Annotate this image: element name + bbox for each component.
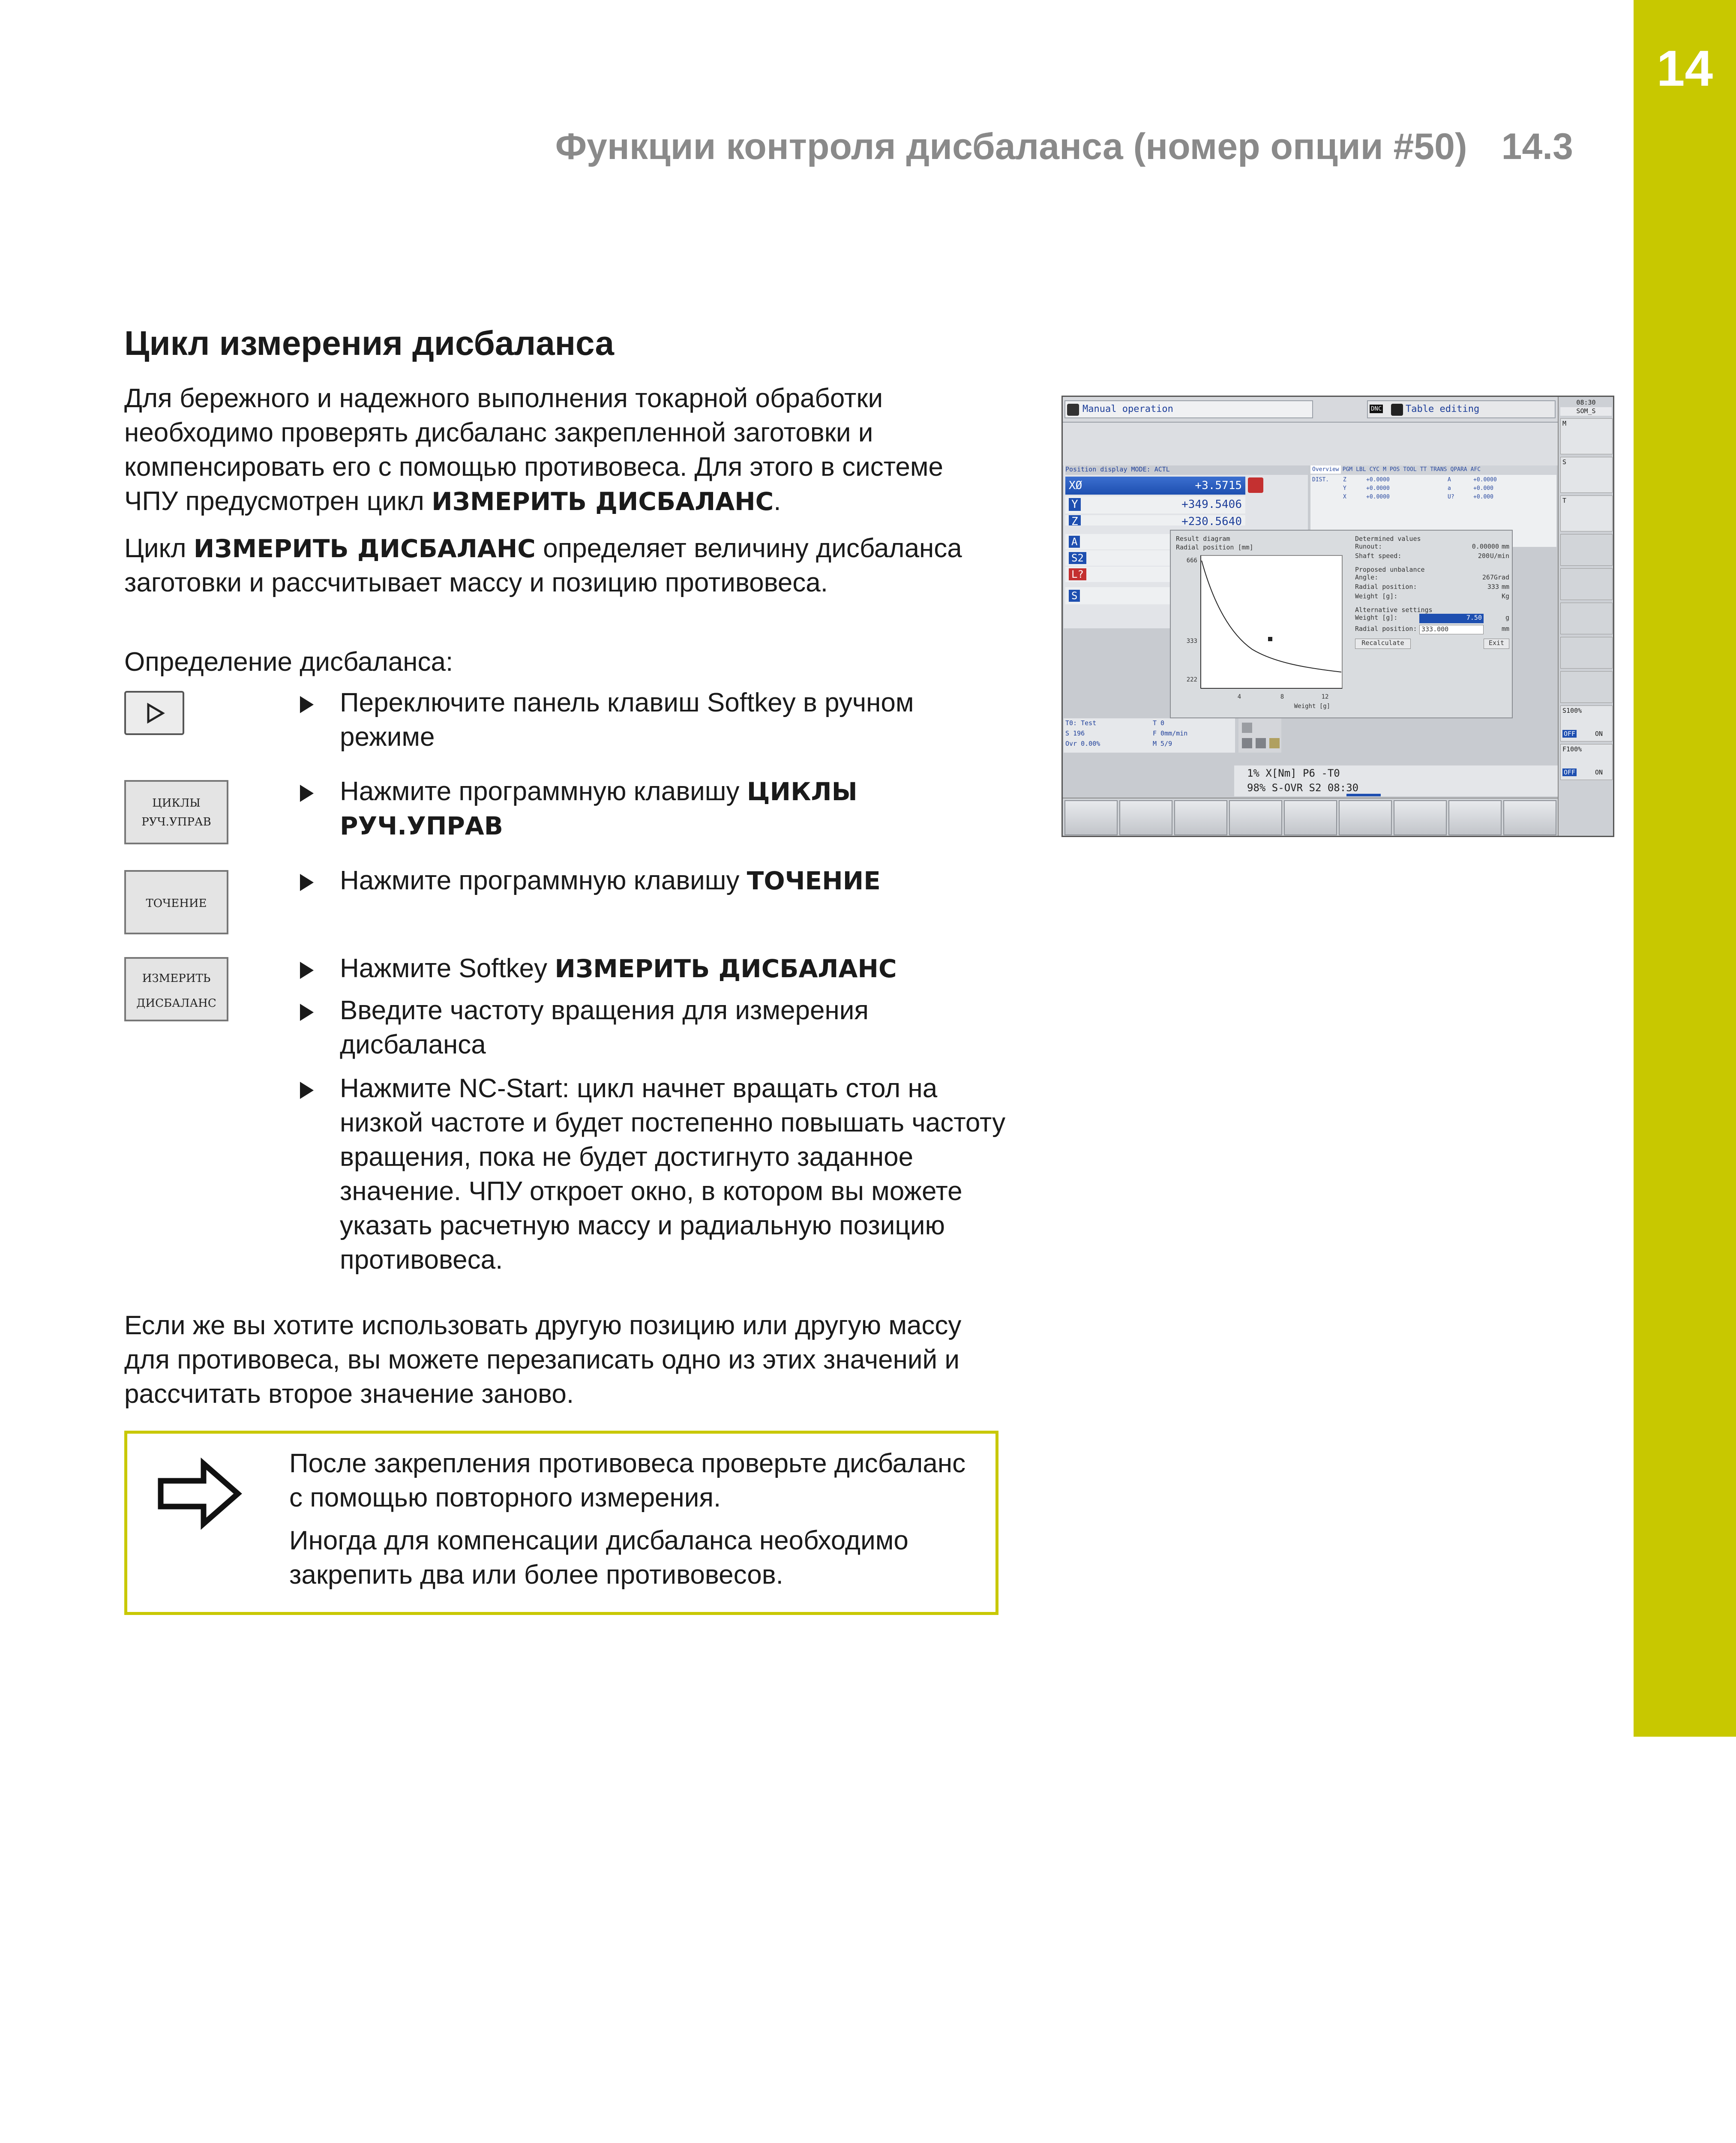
alt-weight-input[interactable]: 7.50	[1419, 614, 1484, 623]
panel-key[interactable]	[1560, 603, 1613, 634]
cnc-softkey[interactable]	[1339, 800, 1392, 835]
axis-row-s[interactable]: S	[1065, 587, 1170, 604]
cnc-right-panel: 08:30 SOM_S M S T S100% OFF ON F100% OFF ON	[1558, 397, 1614, 837]
panel-key-t[interactable]: T	[1560, 495, 1613, 531]
overview-tab[interactable]: POS	[1389, 466, 1400, 473]
step-arrow-icon	[300, 962, 314, 979]
overview-tab-bar	[1310, 465, 1556, 475]
tool-icons-area	[1238, 718, 1281, 753]
axis-row-y[interactable]: Y +349.5406	[1065, 496, 1245, 513]
cnc-mode-left[interactable]: Manual operation	[1064, 400, 1313, 418]
status-area: T0: Test T 0 S 196 F 0mm/min Ovr 0.00% M 5/9	[1064, 718, 1235, 753]
x-axis-label: Weight [g]	[1294, 703, 1331, 710]
feed-override-key[interactable]: F100% OFF ON	[1560, 744, 1613, 780]
recalculate-button[interactable]: Recalculate	[1355, 639, 1411, 649]
overview-tab[interactable]: TT	[1420, 466, 1427, 473]
panel-key-s[interactable]: S	[1560, 457, 1613, 493]
panel-key-m[interactable]: M	[1560, 418, 1613, 454]
overview-row: Y +0.0000 a +0.000	[1343, 485, 1493, 492]
step-arrow-icon	[300, 874, 314, 891]
overview-tab[interactable]: AFC	[1470, 466, 1481, 473]
note-paragraph-2: Иногда для компенсации дисбаланса необходимо закрепить два или более противовесов.	[289, 1526, 908, 1590]
panel-key[interactable]	[1560, 671, 1613, 703]
exit-button[interactable]: Exit	[1484, 639, 1509, 649]
cnc-softkey[interactable]	[1394, 800, 1447, 835]
result-diagram	[1175, 553, 1351, 716]
overview-tab[interactable]: Overview	[1310, 465, 1341, 474]
step-6: Нажмите NC-Start: цикл начнет вращать стол на низкой частоте и будет постепенно повышать частоту вращения, пока не будет достигнуто заданное значение. ЧПУ откроет окно, в котором вы можете указать расчетную массу и радиальную позицию противовеса.	[300, 1072, 1007, 1277]
x-tick-label: 4	[1237, 693, 1241, 700]
page-header	[555, 126, 1573, 168]
cnc-softkey[interactable]	[1503, 800, 1556, 835]
tool-icon	[1242, 738, 1252, 748]
programming-mode-icon	[1391, 404, 1403, 416]
cnc-softkey[interactable]	[1064, 800, 1118, 835]
step-4: Нажмите Softkey ИЗМЕРИТЬ ДИСБАЛАНС	[300, 951, 1007, 986]
step-1: Переключите панель клавиш Softkey в ручном режиме	[300, 686, 1007, 754]
manual-mode-key[interactable]	[124, 691, 184, 735]
position-display-panel: Position display MODE: ACTL XØ +3.5715 Y +349.5406 Z +230.5640 A S2 L? S	[1064, 465, 1308, 628]
y-tick-label: 222	[1186, 676, 1197, 683]
cnc-softkey[interactable]	[1119, 800, 1172, 835]
step-arrow-icon	[300, 696, 314, 713]
step-arrow-icon	[300, 1004, 314, 1021]
alt-radial-input[interactable]: 333.000	[1419, 625, 1484, 634]
result-point	[1268, 637, 1272, 641]
step-3: Нажмите программную клавишу ТОЧЕНИЕ	[300, 864, 1007, 898]
overview-tab[interactable]: TOOL	[1403, 466, 1417, 473]
overview-tab[interactable]: TRANS	[1430, 466, 1447, 473]
y-tick-label: 333	[1186, 638, 1197, 645]
header-title: Функции контроля дисбаланса (номер опции #50)	[555, 126, 1467, 167]
overview-tab[interactable]: PGM	[1342, 466, 1353, 473]
unbalance-result-dialog: Result diagram Radial position [mm] 666 333 222 4 8 12 Weight [g] Determined values Runout: 0.00000 mm Shaft speed: 200 U/min Proposed unbalance Angle: 267 Grad Radial position: 333 mm Weight [g]: Kg Alternative settings Weight [g]: 7.50 g Radial position: 333.000 mm Recalculate Exit	[1170, 530, 1513, 718]
axis-row-l[interactable]: L?	[1065, 567, 1170, 582]
intro-paragraph-1: Для бережного и надежного выполнения токарной обработки необходимо проверять дисбаланс закрепленной заготовки и компенсировать его с помощью противовеса. Для этого в системе ЧПУ предусмотрен цикл ИЗМЕРИТЬ ДИСБАЛАНС.	[124, 384, 944, 516]
cnc-softkey[interactable]	[1448, 800, 1502, 835]
step-arrow-icon	[300, 785, 314, 802]
x-tick-label: 12	[1321, 693, 1329, 700]
cnc-screenshot	[1061, 396, 1614, 837]
panel-key[interactable]	[1560, 637, 1613, 669]
step-arrow-icon	[300, 1082, 314, 1099]
closing-paragraph: Если же вы хотите использовать другую позицию или другую массу для противовеса, вы можете перезаписать одно из этих значений и рассчитать второе значение заново.	[124, 1311, 962, 1409]
cnc-mode-bar	[1063, 397, 1558, 423]
panel-key[interactable]	[1560, 534, 1613, 566]
panel-key[interactable]	[1560, 568, 1613, 600]
y-tick-label: 666	[1186, 557, 1197, 564]
chapter-tab-number: 14	[1656, 40, 1713, 97]
step-5: Введите частоту вращения для измерения дисбаланса	[300, 993, 1007, 1062]
overview-tab[interactable]: M	[1383, 466, 1386, 473]
spindle-icon	[1248, 477, 1263, 493]
tool-icon	[1256, 738, 1266, 748]
section-title: Цикл измерения дисбаланса	[124, 324, 614, 362]
play-triangle-icon	[126, 693, 183, 733]
overview-tab[interactable]: CYC	[1369, 466, 1380, 473]
softkey-turning[interactable]: ТОЧЕНИЕ	[124, 870, 228, 934]
cnc-softkey[interactable]	[1284, 800, 1337, 835]
intro-paragraph-3: Определение дисбаланса:	[124, 647, 453, 677]
overview-rows	[1310, 477, 1556, 502]
cnc-softkey-bar	[1063, 798, 1558, 837]
step-2: Нажмите программную клавишу ЦИКЛЫ РУЧ.УПРАВ	[300, 774, 1007, 843]
overview-row: DIST. Z +0.0000 A +0.0000	[1312, 477, 1497, 483]
softkey-cycles-manual[interactable]: ЦИКЛЫ РУЧ.УПРАВ	[124, 780, 228, 844]
header-section-number: 14.3	[1501, 126, 1573, 167]
note-arrow-icon	[156, 1457, 246, 1530]
overview-tab[interactable]: QPARA	[1450, 466, 1467, 473]
chapter-tab-strip	[1634, 0, 1736, 1737]
axis-row-s2[interactable]: S2	[1065, 550, 1170, 566]
machine-mode-icon	[1067, 404, 1079, 416]
cnc-softkey[interactable]	[1229, 800, 1282, 835]
note-paragraph-1: После закрепления противовеса проверьте дисбаланс с помощью повторного измерения.	[289, 1449, 966, 1513]
overview-row: X +0.0000 U? +0.000	[1343, 494, 1493, 500]
cnc-softkey[interactable]	[1174, 800, 1227, 835]
determined-values: Determined values Runout: 0.00000 mm Shaft speed: 200 U/min Proposed unbalance Angle: 267 Grad Radial position: 333 mm Weight [g]: Kg Alternative settings Weight [g]: 7.50 g Radial position: 333.000 mm Recalculate Exit	[1355, 535, 1509, 651]
axis-row-x[interactable]: XØ +3.5715	[1065, 477, 1245, 495]
x-tick-label: 8	[1280, 693, 1284, 700]
spindle-override-key[interactable]: S100% OFF ON	[1560, 705, 1613, 741]
cnc-mode-right[interactable]: DNC Table editing	[1367, 400, 1556, 418]
axis-row-z[interactable]: Z +230.5640	[1065, 515, 1245, 525]
axis-row-a[interactable]: A	[1065, 534, 1170, 549]
tool-icon	[1242, 723, 1252, 733]
softkey-measure-unbalance[interactable]: ИЗМЕРИТЬ ДИСБАЛАНС	[124, 957, 228, 1021]
bottom-status: 1% X[Nm] P6 -T0 98% S-OVR S2 08:30	[1234, 765, 1560, 796]
overview-tab[interactable]: LBL	[1356, 466, 1366, 473]
intro-paragraph-2: Цикл ИЗМЕРИТЬ ДИСБАЛАНС определяет величину дисбаланса заготовки и рассчитывает массу и позицию противовеса.	[124, 534, 962, 597]
tool-icon	[1269, 738, 1280, 748]
